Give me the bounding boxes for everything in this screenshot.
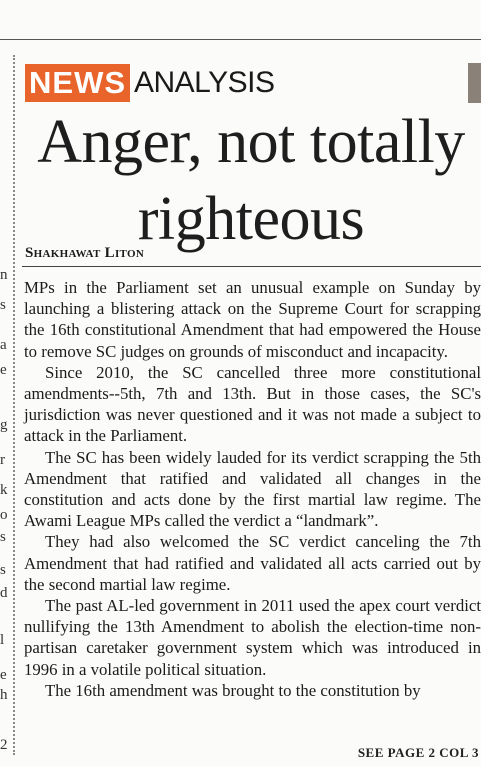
fragment: o: [0, 507, 8, 523]
paragraph: MPs in the Parliament set an unusual example on Sunday by launching a blistering attack on the Supreme Court for scrapping the 16th constitutional Amendment that had empowered the House to remove SC judges on grounds of misconduct and incapacity.: [24, 278, 481, 361]
fragment: e: [0, 667, 7, 683]
fragment: h: [0, 687, 8, 703]
paragraph: The 16th amendment was brought to the constitution by: [45, 680, 421, 700]
byline-rule: [22, 266, 481, 267]
fragment: e: [0, 362, 7, 378]
analysis-label: ANALYSIS: [134, 66, 275, 99]
accent-bar: [468, 63, 481, 103]
fragment: d: [0, 585, 8, 601]
fragment: s: [0, 529, 6, 545]
column-divider: [13, 55, 15, 755]
previous-column-fragments: [0, 268, 10, 758]
paragraph: Since 2010, the SC cancelled three more constitutional amendments--5th, 7th and 13th. But in those cases, the SC's jurisdiction was never questioned and it was not made a subject to attack in the Parliament.: [24, 362, 481, 446]
fragment: s: [0, 297, 6, 313]
fragment: g: [0, 417, 8, 433]
headline: Anger, not totally righteous: [37, 108, 465, 253]
article-body: [24, 277, 481, 701]
news-badge: NEWS: [25, 64, 130, 102]
fragment: n: [0, 267, 8, 283]
fragment: k: [0, 482, 8, 498]
paragraph: They had also welcomed the SC verdict canceling the 7th Amendment that had ratified and validated all acts carried out by the second martial law regime.: [24, 532, 481, 594]
fragment: l: [0, 632, 5, 648]
top-rule: [0, 39, 481, 40]
fragment: r: [0, 452, 5, 468]
continuation-jump: SEE PAGE 2 COL 3: [357, 745, 479, 760]
byline: Shakhawat Liton: [25, 245, 145, 261]
paragraph: The past AL-led government in 2011 used the apex court verdict nullifying the 13th Amendment to abolish the election-time non-partisan caretaker government system which was introduced in 1996 in a volatile political situation.: [24, 596, 481, 679]
fragment: 2: [0, 737, 8, 753]
section-kicker: [25, 64, 275, 102]
paragraph: The SC has been widely lauded for its verdict scrapping the 5th Amendment that ratified and validated all changes in the constitution and acts done by the first martial law regime. The Awami League MPs called the verdict a “landmark”.: [24, 447, 481, 531]
fragment: s: [0, 562, 6, 578]
fragment: a: [0, 337, 7, 353]
